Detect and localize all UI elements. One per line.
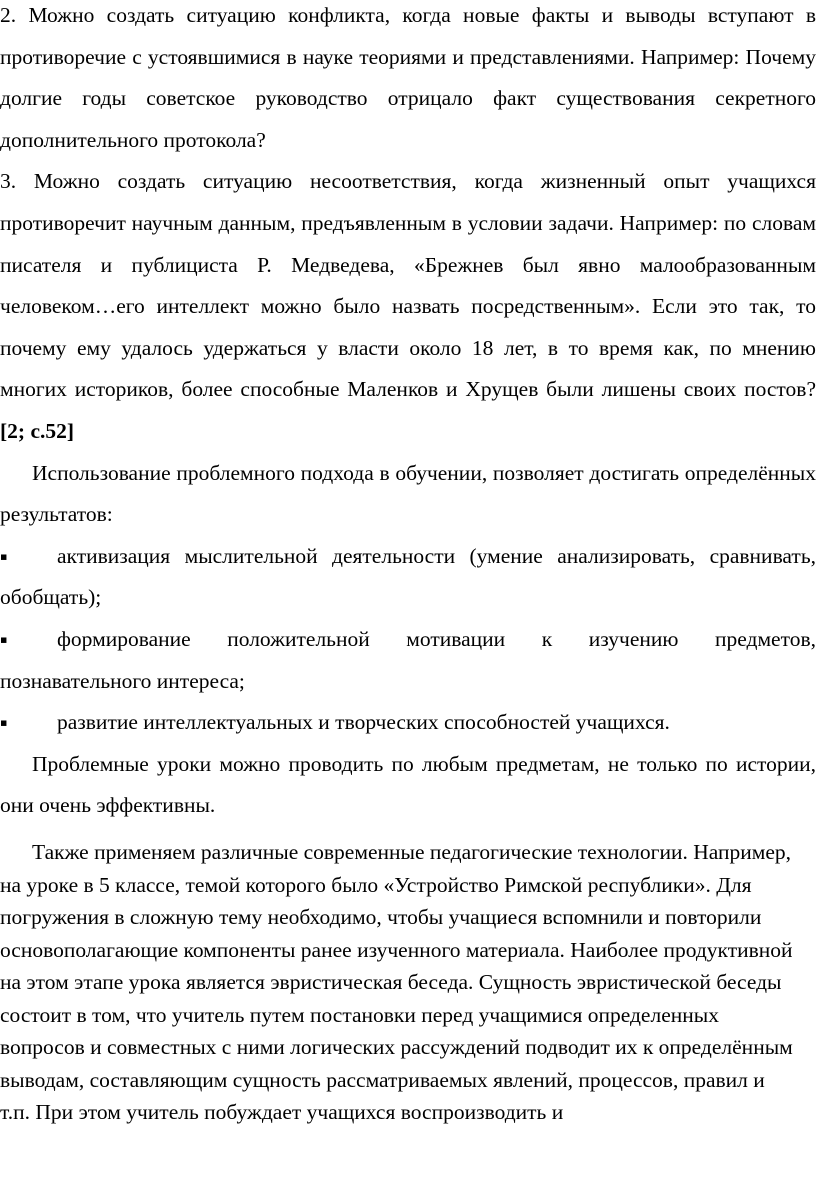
paragraph-item-3: [0, 161, 816, 452]
bullet-item: [0, 702, 816, 744]
bullet-item: [0, 619, 816, 702]
paragraph-technologies: Также применяем различные современные педагогические технологии. Например, на уроке в 5 классе, темой которого было «Устройство Римской республики». Для погружения в сложную тему необходимо, чтобы учащиеся вспомнили и повторили основополагающие компоненты ранее изученного материала. Наиболее продуктивной на этом этапе урока является эвристическая беседа. Сущность эвристической беседы состоит в том, что учитель путем постановки перед учащимися определенных вопросов и совместных с ними логических рассуждений подводит их к определённым выводам, составляющим сущность рассматриваемых явлений, процессов, правил и т.п. При этом учитель побуждает учащихся воспроизводить и: [0, 840, 793, 1124]
square-bullet-icon: ▪: [0, 632, 8, 646]
single-spaced-section: [0, 836, 800, 1129]
square-bullet-icon: ▪: [0, 549, 8, 563]
paragraph-lessons: Проблемные уроки можно проводить по любым предметам, не только по истории, они очень эффективны.: [0, 751, 816, 818]
paragraph-item-3-text: 3. Можно создать ситуацию несоответствия, когда жизненный опыт учащихся противоречит научным данным, предъявленным в условии задачи. Например: по словам писателя и публициста Р. Медведева, «Брежнев был явно малообразованным человеком…его интеллект можно было назвать посредственным». Если это так, то почему ему удалось удержаться у власти около 18 лет, в то время как, по мнению многих историков, более способные Маленков и Хрущев были лишены своих постов?: [0, 169, 816, 402]
bullet-text: активизация мыслительной деятельности (умение анализировать, сравнивать, обобщать);: [0, 543, 816, 610]
bullet-text: развитие интеллектуальных и творческих способностей учащихся.: [57, 710, 670, 735]
citation-reference: [2; с.52]: [0, 418, 75, 443]
bullet-text: формирование положительной мотивации к изучению предметов, познавательного интереса;: [0, 626, 816, 693]
bullet-item: [0, 536, 816, 619]
paragraph-usage: Использование проблемного подхода в обучении, позволяет достигать определённых результатов:: [0, 460, 816, 527]
square-bullet-icon: ▪: [0, 716, 8, 730]
paragraph-item-2: 2. Можно создать ситуацию конфликта, когда новые факты и выводы вступают в противоречие с устоявшимися в науке теориями и представлениями. Например: Почему долгие годы советское руководство отрицало факт существования секретного дополнительного протокола?: [0, 3, 816, 152]
